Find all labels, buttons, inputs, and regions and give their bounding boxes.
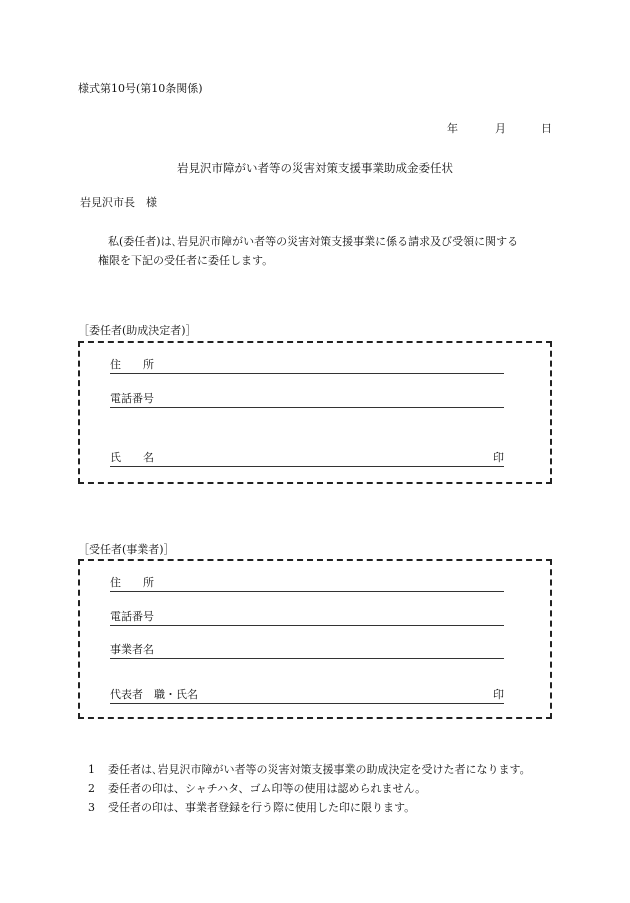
agent-box — [78, 559, 552, 719]
principal-name-label: 氏 名 — [110, 451, 154, 464]
principal-address-field[interactable] — [110, 357, 504, 374]
agent-representative-label: 代表者 職・氏名 — [110, 688, 198, 701]
agent-address-field[interactable] — [110, 575, 504, 592]
note-3-text: 受任者の印は、事業者登録を行う際に使用した印に限ります。 — [108, 801, 416, 814]
agent-address-label: 住 所 — [110, 576, 154, 589]
agent-business-name-field[interactable] — [110, 642, 504, 659]
principal-phone-field[interactable] — [110, 391, 504, 408]
note-3 — [88, 799, 415, 815]
principal-seal-mark: 印 — [493, 451, 504, 464]
date-year-label: 年 — [447, 122, 458, 135]
agent-seal-mark: 印 — [493, 688, 504, 701]
note-1-text: 委任者は､岩見沢市障がい者等の災害対策支援事業の助成決定を受けた者になります。 — [108, 763, 531, 776]
principal-box — [78, 341, 552, 484]
form-number: 様式第10号(第10条関係) — [78, 82, 203, 95]
addressee: 岩見沢市長 様 — [80, 196, 157, 209]
principal-name-field[interactable] — [110, 450, 504, 467]
agent-phone-label: 電話番号 — [110, 610, 154, 623]
agent-business-name-label: 事業者名 — [110, 643, 154, 656]
agent-phone-field[interactable] — [110, 609, 504, 626]
note-3-number: 3 — [88, 801, 95, 814]
note-2-text: 委任者の印は、シャチハタ、ゴム印等の使用は認められません。 — [108, 782, 427, 795]
agent-heading: ［受任者(事業者)］ — [78, 543, 175, 556]
date-day-label: 日 — [541, 122, 552, 135]
note-2 — [88, 780, 426, 796]
note-2-number: 2 — [88, 782, 95, 795]
date-month-label: 月 — [495, 122, 506, 135]
agent-representative-field[interactable] — [110, 687, 504, 704]
body-line-1: 私(委任者)は､岩見沢市障がい者等の災害対策支援事業に係る請求及び受領に関する — [108, 235, 519, 248]
principal-phone-label: 電話番号 — [110, 392, 154, 405]
principal-heading: ［委任者(助成決定者)］ — [78, 324, 197, 337]
body-line-2: 権限を下記の受任者に委任します。 — [98, 254, 274, 267]
document-title: 岩見沢市障がい者等の災害対策支援事業助成金委任状 — [177, 161, 453, 175]
principal-address-label: 住 所 — [110, 358, 154, 371]
note-1 — [88, 761, 531, 777]
note-1-number: 1 — [88, 763, 95, 776]
